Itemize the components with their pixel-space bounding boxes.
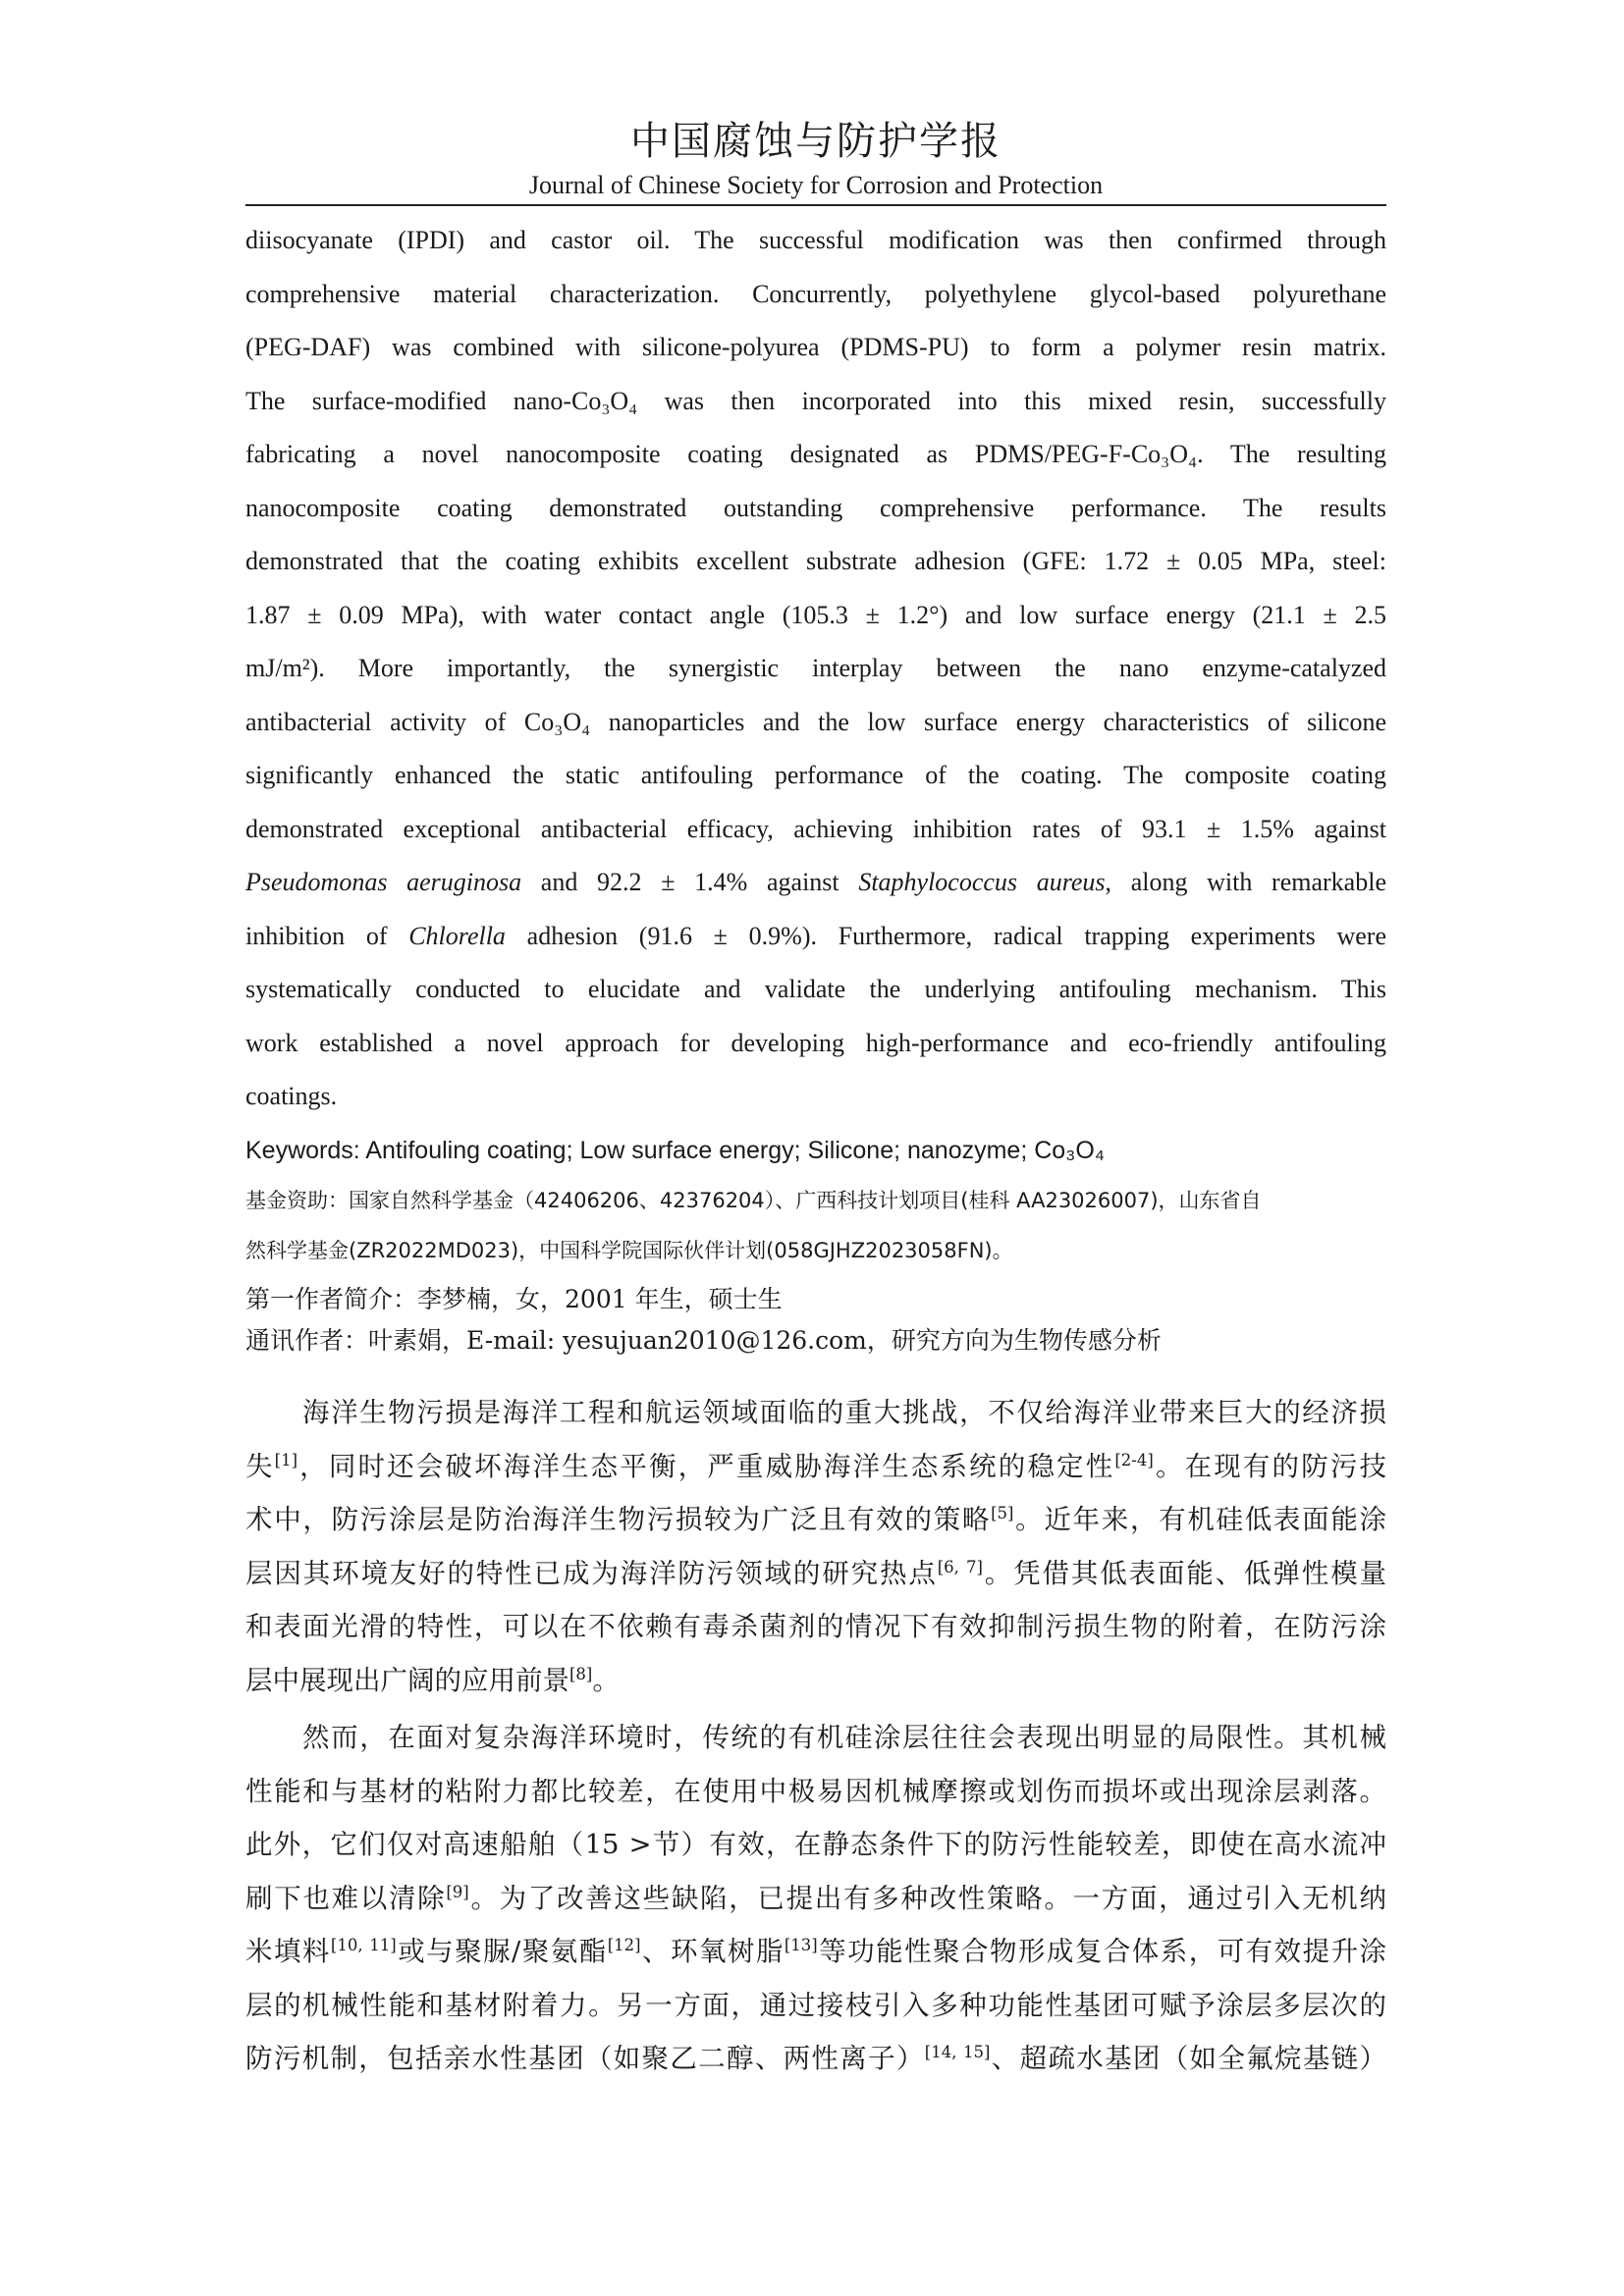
abstract-line: work established a novel approach for developing high-performance and eco-friendly antifouling xyxy=(245,1028,1386,1057)
first-author: 第一作者简介：李梦楠，女，2001 年生，硕士生 xyxy=(245,1285,783,1313)
body-text xyxy=(245,1386,1386,2086)
body-text-run: 。 xyxy=(592,1664,620,1696)
body-line xyxy=(245,1872,1386,1926)
citation-ref: [1] xyxy=(274,1450,298,1469)
abstract-line: demonstrated that the coating exhibits excellent substrate adhesion (GFE: 1.72 ± 0.05 MPa, steel: xyxy=(245,547,1386,575)
body-text-run: 。凭借其低表面能、低弹性模量 xyxy=(982,1557,1387,1589)
body-line xyxy=(245,2032,1386,2086)
citation-ref: [5] xyxy=(991,1503,1014,1522)
body-text-run: 然而，在面对复杂海洋环境时，传统的有机硅涂层往往会表现出明显的局限性。其机械 xyxy=(302,1722,1386,1753)
abstract-line: nanocomposite coating demonstrated outstanding comprehensive performance. The results xyxy=(245,493,1386,522)
body-line xyxy=(245,1493,1386,1547)
body-text-run: 防污机制，包括亲水性基团（如聚乙二醇、两性离子） xyxy=(245,2043,925,2074)
body-line xyxy=(245,1654,1386,1708)
species-name: Chlorella xyxy=(408,921,506,950)
abstract-text xyxy=(245,214,1386,1124)
citation-ref: [9] xyxy=(446,1882,469,1901)
abstract-line: significantly enhanced the static antifouling performance of the coating. The composite coating xyxy=(245,761,1386,789)
abstract-line: systematically conducted to elucidate and validate the underlying antifouling mechanism. This xyxy=(245,975,1386,1003)
keywords: Keywords: Antifouling coating; Low surface energy; Silicone; nanozyme; Co₃O₄ xyxy=(245,1137,1106,1164)
abstract-line: (PEG-DAF) was combined with silicone-polyurea (PDMS-PU) to form a polymer resin matrix. xyxy=(245,333,1386,361)
body-text-run: 。在现有的防污技 xyxy=(1153,1450,1387,1482)
body-line xyxy=(245,1547,1386,1601)
corresponding-author: 通讯作者：叶素娟，E-mail: yesujuan2010@126.com，研究方向为生物传感分析 xyxy=(245,1326,1162,1355)
body-text-run: 等功能性聚合物形成复合体系，可有效提升涂 xyxy=(817,1936,1387,1967)
journal-title-en: Journal of Chinese Society for Corrosion and Protection xyxy=(528,171,1104,199)
paragraph-1 xyxy=(245,1386,1386,1707)
citation-ref: [6, 7] xyxy=(937,1557,983,1576)
abstract-line: comprehensive material characterization. Concurrently, polyethylene glycol-based polyurethane xyxy=(245,279,1386,308)
citation-ref: [10, 11] xyxy=(330,1935,397,1954)
body-line xyxy=(245,1386,1386,1440)
citation-ref: [12] xyxy=(607,1935,641,1954)
body-text-run: 性能和与基材的粘附力都比较差，在使用中极易因机械摩擦或划伤而损坏或出现涂层剥落。 xyxy=(245,1775,1386,1807)
journal-header xyxy=(245,114,1386,202)
body-text-run: 层因其环境友好的特性已成为海洋防污领域的研究热点 xyxy=(245,1557,938,1589)
funding-line: 基金资助：国家自然科学基金（42406206、42376204）、广西科技计划项目(桂科 AA23026007)，山东省自 xyxy=(245,1189,1262,1212)
abstract-line: The surface-modified nano-Co₃O₄ was then incorporated into this mixed resin, successfully xyxy=(245,386,1386,415)
body-text-run: 或与聚脲/聚氨酯 xyxy=(396,1936,608,1967)
body-line xyxy=(245,1979,1386,2033)
abstract-line: antibacterial activity of Co₃O₄ nanoparticles and the low surface energy characteristics of silicone xyxy=(245,707,1386,736)
citation-ref: [14, 15] xyxy=(924,2042,991,2061)
body-text-run: 此外，它们仅对高速船舶（15 >节）有效，在静态条件下的防污性能较差，即使在高水流冲 xyxy=(245,1829,1386,1860)
body-text-run: 、超疏水基团（如全氟烷基链） xyxy=(990,2043,1387,2074)
abstract-line: demonstrated exceptional antibacterial efficacy, achieving inhibition rates of 93.1 ± 1.5% against xyxy=(245,814,1386,843)
header-divider xyxy=(245,204,1386,206)
body-text-run: 层中展现出广阔的应用前景 xyxy=(245,1664,569,1696)
body-line xyxy=(245,1600,1386,1654)
body-text-run: 。近年来，有机硅低表面能涂 xyxy=(1013,1504,1387,1535)
body-text-run: 层的机械性能和基材附着力。另一方面，通过接枝引入多种功能性基团可赋予涂层多层次的 xyxy=(245,1989,1386,2021)
body-text-run: 和表面光滑的特性，可以在不依赖有毒杀菌剂的情况下有效抑制污损生物的附着，在防污涂 xyxy=(245,1611,1386,1642)
body-text-run: 海洋生物污损是海洋工程和航运领域面临的重大挑战，不仅给海洋业带来巨大的经济损 xyxy=(302,1397,1386,1428)
author-info xyxy=(245,1279,1386,1362)
body-text-run: ，同时还会破坏海洋生态平衡，严重威胁海洋生态系统的稳定性 xyxy=(298,1450,1115,1482)
species-name: Pseudomonas aeruginosa xyxy=(245,868,522,896)
body-line xyxy=(245,1818,1386,1872)
funding-info xyxy=(245,1176,1386,1276)
body-text-run: 术中，防污涂层是防治海洋生物污损较为广泛且有效的策略 xyxy=(245,1504,992,1535)
paragraph-2 xyxy=(245,1711,1386,2086)
abstract-line-italic: Pseudomonas aeruginosa and 92.2 ± 1.4% against Staphylococcus aureus, along with remarkable xyxy=(245,868,1386,896)
abstract-line: 1.87 ± 0.09 MPa), with water contact angle (105.3 ± 1.2°) and low surface energy (21.1 ± 2.5 xyxy=(245,600,1386,629)
citation-ref: [13] xyxy=(784,1935,818,1954)
species-name: Staphylococcus aureus xyxy=(858,868,1106,896)
citation-ref: [2-4] xyxy=(1114,1450,1154,1469)
journal-title-cn: 中国腐蚀与防护学报 xyxy=(630,119,1001,164)
citation-ref: [8] xyxy=(569,1664,593,1683)
abstract-line: diisocyanate (IPDI) and castor oil. The successful modification was then confirmed through xyxy=(245,226,1386,254)
abstract-line: fabricating a novel nanocomposite coating designated as PDMS/PEG-F-Co₃O₄. The resulting xyxy=(245,440,1386,468)
body-text-run: 。为了改善这些缺陷，已提出有多种改性策略。一方面，通过引入无机纳 xyxy=(468,1882,1387,1914)
body-line xyxy=(245,1440,1386,1494)
body-text-run: 刷下也难以清除 xyxy=(245,1882,447,1914)
body-text-run: 失 xyxy=(245,1450,275,1482)
body-line xyxy=(245,1765,1386,1819)
abstract-line: mJ/m²). More importantly, the synergistic interplay between the nano enzyme-catalyzed xyxy=(245,654,1386,682)
body-text-run: 、环氧树脂 xyxy=(640,1936,785,1967)
abstract-line: coatings. xyxy=(245,1082,338,1110)
body-text-run: 米填料 xyxy=(245,1936,331,1967)
abstract-line: inhibition of Chlorella adhesion (91.6 ± 0.9%). Furthermore, radical trapping experiments were xyxy=(245,921,1386,950)
body-line xyxy=(245,1711,1386,1765)
funding-line: 然科学基金(ZR2022MD023)，中国科学院国际伙伴计划(058GJHZ2023058FN)。 xyxy=(245,1239,1013,1262)
body-line xyxy=(245,1925,1386,1979)
